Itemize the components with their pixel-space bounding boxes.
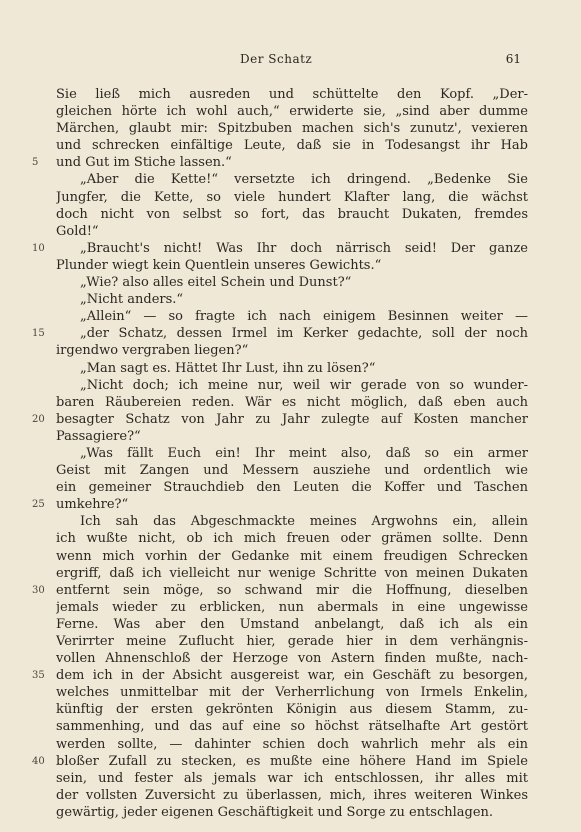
text-line: welches unmittelbar mit der Verherrlichung von Irmels Enkelin, bbox=[56, 685, 528, 701]
text-line: Jungfer, die Kette, so viele hundert Klafter lang, die wächst bbox=[56, 189, 528, 205]
running-title: Der Schatz bbox=[240, 52, 313, 66]
text-line: „Braucht's nicht! Was Ihr doch närrisch seid! Der ganze bbox=[80, 240, 528, 256]
text-line: dem ich in der Absicht ausgereist war, ein Geschäft zu besorgen, bbox=[56, 668, 528, 684]
text-line: vollen Ahnenschloß der Herzoge von Astern finden mußte, nach- bbox=[56, 651, 528, 667]
text-line: umkehre?“ bbox=[56, 497, 129, 513]
text-line: Geist mit Zangen und Messern ausziehe und ordentlich wie bbox=[56, 463, 528, 479]
text-line: entfernt sein möge, so schwand mir die Hoffnung, dieselben bbox=[56, 582, 528, 598]
text-line: sammenhing, und das auf eine so höchst rätselhafte Art gestört bbox=[56, 719, 528, 735]
line-number: 5 bbox=[32, 157, 39, 169]
line-number: 10 bbox=[32, 242, 45, 254]
text-line: wenn mich vorhin der Gedanke mit einem freudigen Schrecken bbox=[56, 548, 528, 564]
text-line: „Man sagt es. Hättet Ihr Lust, ihn zu lösen?“ bbox=[80, 360, 376, 376]
text-line: bloßer Zufall zu stecken, es mußte eine höhere Hand im Spiele bbox=[56, 753, 528, 769]
text-line: besagter Schatz von Jahr zu Jahr zulegte auf Kosten mancher bbox=[56, 411, 528, 427]
text-line: „Aber die Kette!“ versetzte ich dringend. „Bedenke Sie bbox=[80, 172, 528, 188]
text-line: künftig der ersten gekrönten Königin aus diesem Stamm, zu- bbox=[56, 702, 528, 718]
text-line: gleichen hörte ich wohl auch,“ erwiderte sie, „sind aber dumme bbox=[56, 104, 528, 120]
text-line: sein, und fester als jemals war ich entschlossen, ihr alles mit bbox=[56, 770, 528, 786]
text-line: Sie ließ mich ausreden und schüttelte den Kopf. „Der- bbox=[56, 87, 528, 102]
text-line: der vollsten Zuversicht zu überlassen, mich, ihres weiteren Winkes bbox=[56, 787, 528, 803]
text-line: und schrecken einfältige Leute, daß sie in Todesangst ihr Hab bbox=[56, 138, 528, 154]
text-line: Passagiere?“ bbox=[56, 428, 141, 444]
page-number: 61 bbox=[505, 52, 521, 66]
text-line: gewärtig, jeder eigenen Geschäftigkeit und Sorge zu entschlagen. bbox=[56, 804, 494, 820]
text-line: doch nicht von selbst so fort, das braucht Dukaten, fremdes bbox=[56, 206, 528, 222]
line-number: 15 bbox=[32, 328, 45, 340]
text-line: „Nicht doch; ich meine nur, weil wir gerade von so wunder- bbox=[80, 377, 528, 393]
text-line: „der Schatz, dessen Irmel im Kerker gedachte, soll der noch bbox=[80, 326, 528, 342]
text-line: und Gut im Stiche lassen.“ bbox=[56, 155, 232, 171]
text-line: Plunder wiegt kein Quentlein unseres Gewichts.“ bbox=[56, 257, 382, 273]
line-number: 20 bbox=[32, 413, 45, 425]
text-line: Verirrter meine Zuflucht hier, gerade hier in dem verhängnis- bbox=[56, 634, 528, 649]
text-line: Gold!“ bbox=[56, 223, 99, 239]
line-number: 30 bbox=[32, 584, 45, 596]
text-line: „Was fällt Euch ein! Ihr meint also, daß so ein armer bbox=[80, 445, 528, 461]
text-line: Märchen, glaubt mir: Spitzbuben machen sich's zunutz', vexieren bbox=[56, 121, 528, 137]
page-header bbox=[0, 52, 581, 70]
text-line: Ich sah das Abgeschmackte meines Argwohns ein, allein bbox=[80, 514, 528, 530]
body-text bbox=[32, 86, 528, 821]
text-line: baren Räubereien reden. Wär es nicht möglich, daß eben auch bbox=[56, 394, 528, 410]
line-number: 25 bbox=[32, 499, 45, 511]
line-number: 40 bbox=[32, 755, 45, 767]
text-line: ich wußte nicht, ob ich mich freuen oder grämen sollte. Denn bbox=[56, 531, 528, 547]
text-line: werden sollte, — dahinter schien doch wahrlich mehr als ein bbox=[56, 736, 528, 752]
line-number: 35 bbox=[32, 670, 45, 682]
text-line: irgendwo vergraben liegen?“ bbox=[56, 343, 249, 359]
text-line: „Nicht anders.“ bbox=[80, 292, 184, 308]
text-line: „Allein“ — so fragte ich nach einigem Besinnen weiter — bbox=[80, 309, 528, 325]
text-line: Ferne. Was aber den Umstand anbelangt, daß ich als ein bbox=[56, 616, 528, 632]
text-line: jemals wieder zu erblicken, nun abermals in eine ungewisse bbox=[56, 599, 528, 615]
text-line: „Wie? also alles eitel Schein und Dunst?“ bbox=[80, 275, 352, 291]
text-line: ergriff, daß ich vielleicht nur wenige Schritte von meinen Dukaten bbox=[56, 565, 528, 581]
text-line: ein gemeiner Strauchdieb den Leuten die Koffer und Taschen bbox=[56, 480, 528, 496]
